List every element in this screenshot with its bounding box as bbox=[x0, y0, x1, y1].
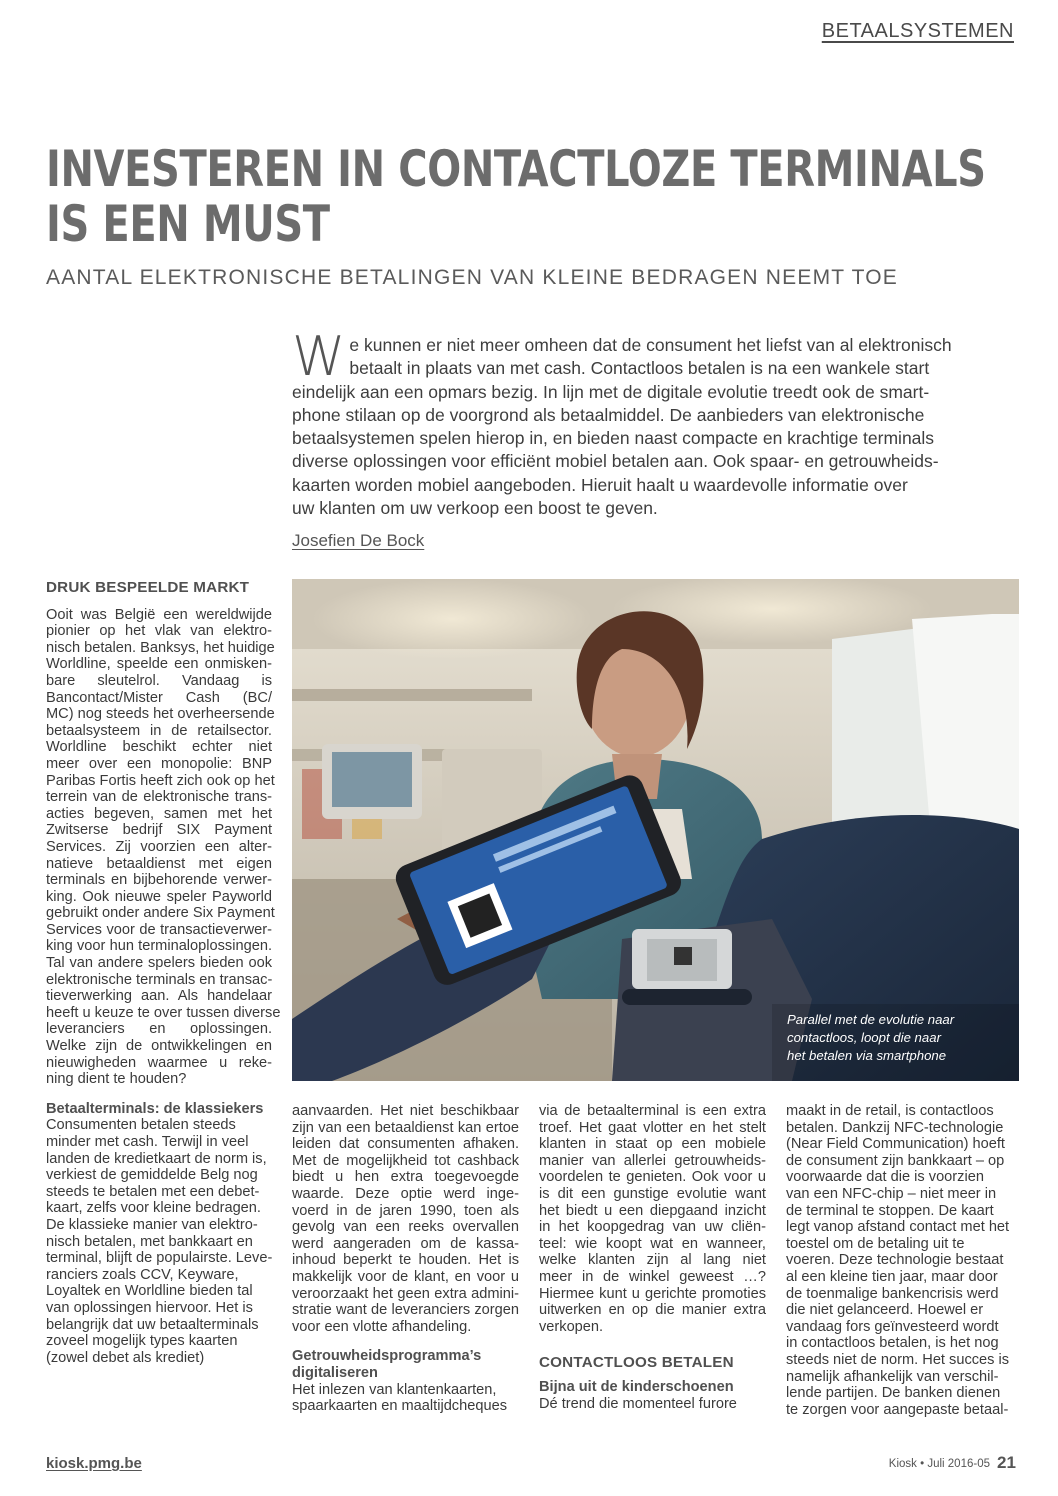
column-4-paragraph-1 bbox=[786, 1103, 1013, 1418]
intro-line: e kunnen er niet meer omheen dat de consument het liefst van al elektronisch bbox=[349, 335, 952, 355]
text-line: klanten in staat op een mobiele bbox=[539, 1136, 766, 1153]
intro-lines bbox=[292, 325, 952, 520]
column-2-paragraph-1 bbox=[292, 1103, 519, 1335]
text-line: verkopen. bbox=[539, 1318, 604, 1335]
subheading-betaalterminals: Betaalterminals: de klassiekers bbox=[46, 1100, 264, 1117]
text-line: van een NFC-chip – niet meer in bbox=[786, 1185, 997, 1202]
text-line: voordelen te genieten. Ook voor u bbox=[539, 1169, 766, 1186]
text-line: meer over een monopolie: BNP bbox=[46, 755, 272, 772]
caption-line: contactloos, loopt die naar bbox=[787, 1030, 941, 1045]
text-line: king voor hun terminaloplossingen. bbox=[46, 938, 272, 955]
text-line: legt vanop afstand contact met het bbox=[786, 1219, 1010, 1236]
intro-line: phone stilaan op de voorgrond als betaalmiddel. De aanbieders van elektronische bbox=[292, 404, 925, 425]
text-line: het biedt u een diepgaand inzicht bbox=[539, 1202, 766, 1219]
text-line: uitwerken en op die manier extra bbox=[539, 1302, 766, 1319]
text-line: zoveel mogelijk types kaarten bbox=[46, 1333, 238, 1350]
footer-website-link[interactable]: kiosk.pmg.be bbox=[46, 1455, 142, 1472]
intro-line: uw klanten om uw verkoop een boost te geven. bbox=[292, 498, 658, 519]
subheading-getrouwheid-1: Getrouwheidsprogramma’s bbox=[292, 1348, 482, 1365]
text-line: gevolg van een reeks overvallen bbox=[292, 1219, 519, 1236]
column-2-paragraph-2 bbox=[292, 1382, 519, 1415]
text-line: voeren. Deze technologie bestaat bbox=[786, 1252, 1004, 1269]
text-line: meer in de winkel geweest …? bbox=[539, 1268, 766, 1285]
text-line: Paribas Fortis heeft zich ook op het bbox=[46, 772, 275, 789]
text-line: steeds te betalen met een debet- bbox=[46, 1183, 260, 1200]
text-line: Services voor de transactieverwer- bbox=[46, 921, 272, 938]
text-line: nisch betalen, met bankkaart en bbox=[46, 1233, 253, 1250]
text-line: Bancontact/Mister Cash (BC/ bbox=[46, 689, 272, 706]
intro-line: kaarten worden mobiel aangeboden. Hieruit haalt u waardevolle informatie over bbox=[292, 474, 908, 495]
text-line: bare sleutelrol. Vandaag is bbox=[46, 672, 272, 689]
text-line: natieve betaaldienst met eigen bbox=[46, 855, 272, 872]
text-line: Hiermee kunt u gerichte promoties bbox=[539, 1285, 766, 1302]
text-line: Zwitserse bedrijf SIX Payment bbox=[46, 822, 272, 839]
text-line: Welke zijn de ontwikkelingen en bbox=[46, 1038, 272, 1055]
text-line: de toenmalige bankencrisis werd bbox=[786, 1285, 999, 1302]
text-line: welke klanten zijn al lang niet bbox=[539, 1252, 766, 1269]
text-line: makkelijk voor de klant, en voor u bbox=[292, 1268, 519, 1285]
column-2 bbox=[292, 1103, 519, 1415]
text-line: inhoud beperkt te houden. Het is bbox=[292, 1252, 519, 1269]
photo-illustration bbox=[292, 579, 1019, 1081]
intro-paragraph bbox=[292, 325, 952, 520]
text-line: minder met cash. Terwijl in veel bbox=[46, 1134, 249, 1150]
text-line: Worldline, speelde een onmisken- bbox=[46, 656, 272, 673]
text-line: is dit een gunstige evolutie want bbox=[539, 1185, 766, 1202]
drop-cap: W bbox=[292, 325, 346, 388]
text-line: Tal van andere spelers bieden ook bbox=[46, 955, 272, 972]
text-line: kaart, zelfs voor kleine bedragen. bbox=[46, 1200, 261, 1217]
text-line: Ooit was België een wereldwijde bbox=[46, 606, 272, 623]
subheadline: AANTAL ELEKTRONISCHE BETALINGEN VAN KLEINE BEDRAGEN NEEMT TOE bbox=[46, 266, 898, 289]
text-line: king. Ook nieuwe speler Payworld bbox=[46, 888, 272, 905]
text-line: in het koopgedrag van uw cliën- bbox=[539, 1219, 766, 1236]
column-1 bbox=[46, 579, 281, 1366]
text-line: ranciers zoals CCV, Keyware, bbox=[46, 1266, 239, 1283]
text-line: voor een vlotte afhandeling. bbox=[292, 1318, 472, 1335]
text-line: te zorgen voor aangepaste betaal- bbox=[786, 1401, 1009, 1418]
text-line: elektronische terminals en transac- bbox=[46, 971, 273, 988]
column-4 bbox=[786, 1103, 1013, 1418]
text-line: Consumenten betalen steeds bbox=[46, 1117, 236, 1134]
text-line: teel: wie koopt wat en wanneer, bbox=[539, 1235, 766, 1252]
text-line: veroorzaakt het geen extra admini- bbox=[292, 1285, 519, 1302]
text-line: spaarkaarten en maaltijdcheques bbox=[292, 1398, 507, 1415]
section-tag: BETAALSYSTEMEN bbox=[821, 20, 1014, 42]
text-line: troef. Het gaat vlotter en het stelt bbox=[539, 1119, 766, 1136]
text-line: al een kleine tien jaar, maar door bbox=[786, 1268, 998, 1285]
headline-line-2: IS EEN MUST bbox=[46, 195, 330, 253]
text-line: terminals en bijbehorende verwer- bbox=[46, 872, 272, 889]
text-line: vandaag fors geïnvesteerd wordt bbox=[786, 1318, 999, 1335]
text-line: van oplossingen hiervoor. Het is bbox=[46, 1299, 253, 1316]
text-line: MC) nog steeds het overheersende bbox=[46, 706, 275, 723]
intro-line: eindelijk aan een opmars bezig. In lijn met de digitale evolutie treedt ook de smart- bbox=[292, 381, 930, 402]
headline bbox=[46, 140, 986, 253]
text-line: via de betaalterminal is een extra bbox=[539, 1103, 766, 1119]
author-byline[interactable]: Josefien De Bock bbox=[292, 531, 425, 550]
text-line: De klassieke manier van elektro- bbox=[46, 1216, 258, 1233]
section-heading-contactloos: CONTACTLOOS BETALEN bbox=[539, 1354, 734, 1372]
text-line: nieuwigheden waarmee u reke- bbox=[46, 1054, 272, 1071]
text-line: terminal, blijft de populairste. Leve- bbox=[46, 1250, 273, 1267]
text-line: acties begeven, samen met het bbox=[46, 805, 272, 822]
text-line: verkiest de gemiddelde Belg nog bbox=[46, 1167, 258, 1184]
subheading-kinderschoenen: Bijna uit de kinderschoenen bbox=[539, 1378, 734, 1395]
text-line: werd aangeraden om de kassa- bbox=[292, 1235, 519, 1252]
text-line: voerd in de jaren 1990, toen als bbox=[292, 1202, 519, 1219]
text-line: lende partijen. De banken dienen bbox=[786, 1385, 1001, 1402]
text-line: stratie want de leveranciers zorgen bbox=[292, 1302, 519, 1319]
text-line: nisch betalen. Banksys, het huidige bbox=[46, 639, 275, 656]
text-line: namelijk afhankelijk van verschil- bbox=[786, 1368, 999, 1385]
photo-caption bbox=[787, 1011, 1007, 1065]
text-line: voorwaarde dat die is voorzien bbox=[786, 1169, 984, 1186]
text-line: leiden dat consumenten afhaken. bbox=[292, 1136, 519, 1153]
caption-line: het betalen via smartphone bbox=[787, 1048, 947, 1063]
text-line: toestel om de betaling uit te bbox=[786, 1235, 965, 1252]
text-line: belangrijk dat uw betaalterminals bbox=[46, 1316, 259, 1333]
caption-line: Parallel met de evolutie naar bbox=[787, 1012, 955, 1027]
footer-magazine-info: Kiosk • Juli 2016-05 bbox=[888, 1458, 990, 1470]
text-line: in contactloos betalen, is het nog bbox=[786, 1335, 999, 1352]
column-1-paragraph-2 bbox=[46, 1117, 272, 1366]
text-line: tieverwerking aan. Als handelaar bbox=[46, 988, 272, 1005]
headline-line-1: INVESTEREN IN CONTACTLOZE TERMINALS bbox=[46, 140, 986, 198]
text-line: waarde. Deze optie werd inge- bbox=[292, 1185, 519, 1202]
intro-line: betaalt in plaats van met cash. Contactloos betalen is na een wankele start bbox=[349, 358, 930, 379]
text-line: zijn van een betaaldienst kan ertoe bbox=[292, 1119, 519, 1136]
column-3 bbox=[539, 1103, 766, 1412]
text-line: betaalsysteem in de retailsector. bbox=[46, 722, 272, 739]
column-1-paragraph-1 bbox=[46, 606, 281, 1088]
column-3-paragraph-2 bbox=[539, 1396, 766, 1413]
text-line: pionier op het vlak van elektro- bbox=[46, 623, 272, 640]
text-line: de consument zijn bankkaart – op bbox=[786, 1152, 1005, 1169]
text-line: terrein van de elektronische trans- bbox=[46, 789, 272, 806]
column-3-paragraph-1 bbox=[539, 1103, 766, 1335]
text-line: Loyaltek en Worldline bieden tal bbox=[46, 1283, 253, 1300]
intro-line: diverse oplossingen voor efficiënt mobiel betalen aan. Ook spaar- en getrouwheids- bbox=[292, 451, 939, 472]
text-line: gebruikt onder andere Six Payment bbox=[46, 905, 275, 922]
text-line: biedt u hen extra toegevoegde bbox=[292, 1169, 519, 1186]
text-line: Worldline beschikt echter niet bbox=[46, 739, 272, 756]
text-line: heeft u keuze te over tussen diverse bbox=[46, 1004, 281, 1021]
text-line: die niet gelanceerd. Hoewel er bbox=[786, 1302, 984, 1319]
text-line: Met de mogelijkheid tot cashback bbox=[292, 1152, 519, 1169]
section-heading-druk: DRUK BESPEELDE MARKT bbox=[46, 579, 250, 596]
subheading-getrouwheid-2: digitaliseren bbox=[292, 1364, 378, 1381]
text-line: ning dient te houden? bbox=[46, 1071, 187, 1088]
text-line: landen de kredietkaart de norm is, bbox=[46, 1150, 267, 1167]
intro-line: betaalsystemen spelen hierop in, en bieden naast compacte en krachtige terminals bbox=[292, 428, 935, 449]
text-line: aanvaarden. Het niet beschikbaar bbox=[292, 1103, 519, 1119]
text-line: (zowel debet als krediet) bbox=[46, 1349, 205, 1366]
text-line: Services. Zij voorzien een alter- bbox=[46, 838, 272, 855]
text-line: steeds niet de norm. Het succes is bbox=[786, 1351, 1010, 1368]
text-line: betalen. Dankzij NFC-technologie bbox=[786, 1119, 1004, 1136]
text-line: manier van allerlei getrouwheids- bbox=[539, 1152, 766, 1169]
text-line: Dé trend die momenteel furore bbox=[539, 1395, 737, 1412]
text-line: (Near Field Communication) hoeft bbox=[786, 1136, 1005, 1153]
text-line: de terminal te stoppen. De kaart bbox=[786, 1202, 994, 1219]
text-line: maakt in de retail, is contactloos bbox=[786, 1103, 994, 1119]
page-number: 21 bbox=[997, 1453, 1016, 1472]
text-line: leveranciers en oplossingen. bbox=[46, 1021, 272, 1038]
article-photo bbox=[292, 579, 1019, 1081]
text-line: Het inlezen van klantenkaarten, bbox=[292, 1381, 497, 1398]
